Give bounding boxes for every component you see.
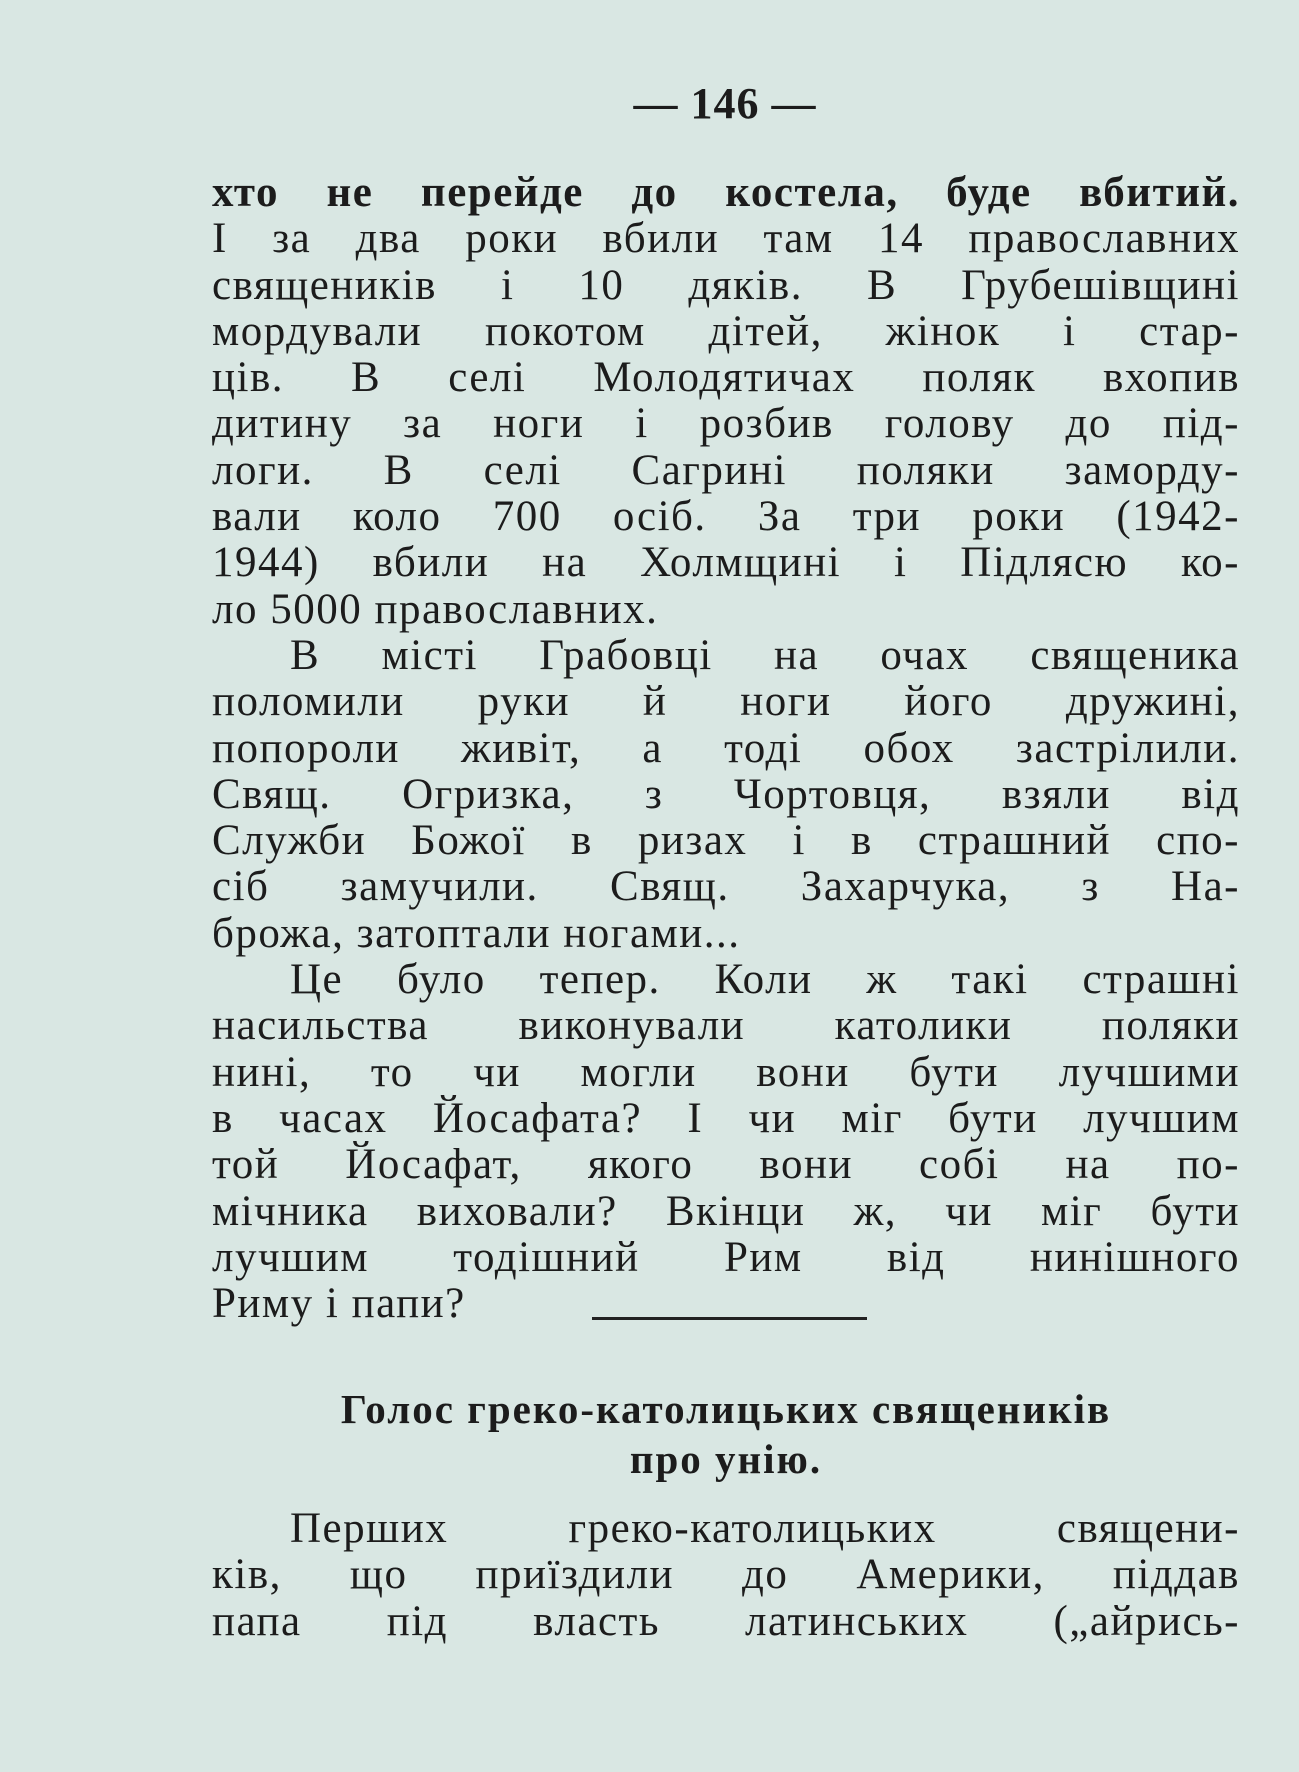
text-line: в часах Йосафата? І чи міг бути лучшим — [212, 1094, 1240, 1142]
text-line: брожа, затоптали ногами... — [212, 909, 741, 957]
text-line: той Йосафат, якого вони собі на по- — [212, 1141, 1240, 1189]
main-text — [212, 170, 1240, 1327]
heading-line: Голос греко-католицьких священиків — [340, 1386, 1112, 1432]
text-line: поломили руки й ноги його дружині, — [212, 678, 1240, 726]
text-line: священиків і 10 дяків. В Грубешівщині — [212, 261, 1240, 309]
text-line: мічника виховали? Вкінци ж, чи міг бути — [212, 1187, 1240, 1235]
text-line: В місті Грабовці на очах священика — [290, 631, 1240, 679]
text-line: Риму і папи? — [212, 1280, 466, 1328]
text-line: насильства виконували католики поляки — [212, 1002, 1240, 1050]
text-line: дитину за ноги і розбив голову до під- — [212, 400, 1240, 448]
section-divider — [592, 1317, 867, 1320]
text-line: Служби Божої в ризах і в страшний спо- — [212, 817, 1240, 865]
text-line: папа під власть латинських („айрись- — [212, 1597, 1240, 1645]
text-line: Перших греко-католицьких священи- — [290, 1505, 1240, 1552]
text-line: попороли живіт, а тоді обох застрілили. — [212, 724, 1240, 772]
text-line: мордували покотом дітей, жінок і стар- — [212, 307, 1240, 355]
text-line: вали коло 700 осіб. За три роки (1942- — [212, 493, 1240, 541]
section-heading — [212, 1384, 1240, 1484]
text-line: логи. В селі Сагрині поляки заморду- — [212, 446, 1240, 494]
text-line: нині, то чи могли вони бути лучшими — [212, 1048, 1240, 1096]
text-line: лучшим тодішний Рим від нинішного — [212, 1233, 1240, 1281]
text-line: Це було тепер. Коли ж такі страшні — [290, 956, 1240, 1004]
text-line: ків, що приїздили до Америки, піддав — [212, 1551, 1240, 1599]
text-line: 1944) вбили на Холмщині і Підлясю ко- — [212, 539, 1240, 587]
text-line: І за два роки вбили там 14 православних — [212, 215, 1240, 263]
text-line: сіб замучили. Свящ. Захарчука, з На- — [212, 863, 1240, 911]
page-number: — 146 — — [633, 79, 817, 128]
text-line: хто не перейде до костела, буде вбитий. — [212, 169, 1240, 216]
text-line: ло 5000 православних. — [212, 585, 659, 633]
text-line: ців. В селі Молодятичах поляк вхопив — [212, 354, 1240, 402]
heading-line: про унію. — [629, 1436, 823, 1482]
text-line: Свящ. Огризка, з Чортовця, взяли від — [212, 770, 1240, 818]
section-text — [212, 1506, 1240, 1645]
